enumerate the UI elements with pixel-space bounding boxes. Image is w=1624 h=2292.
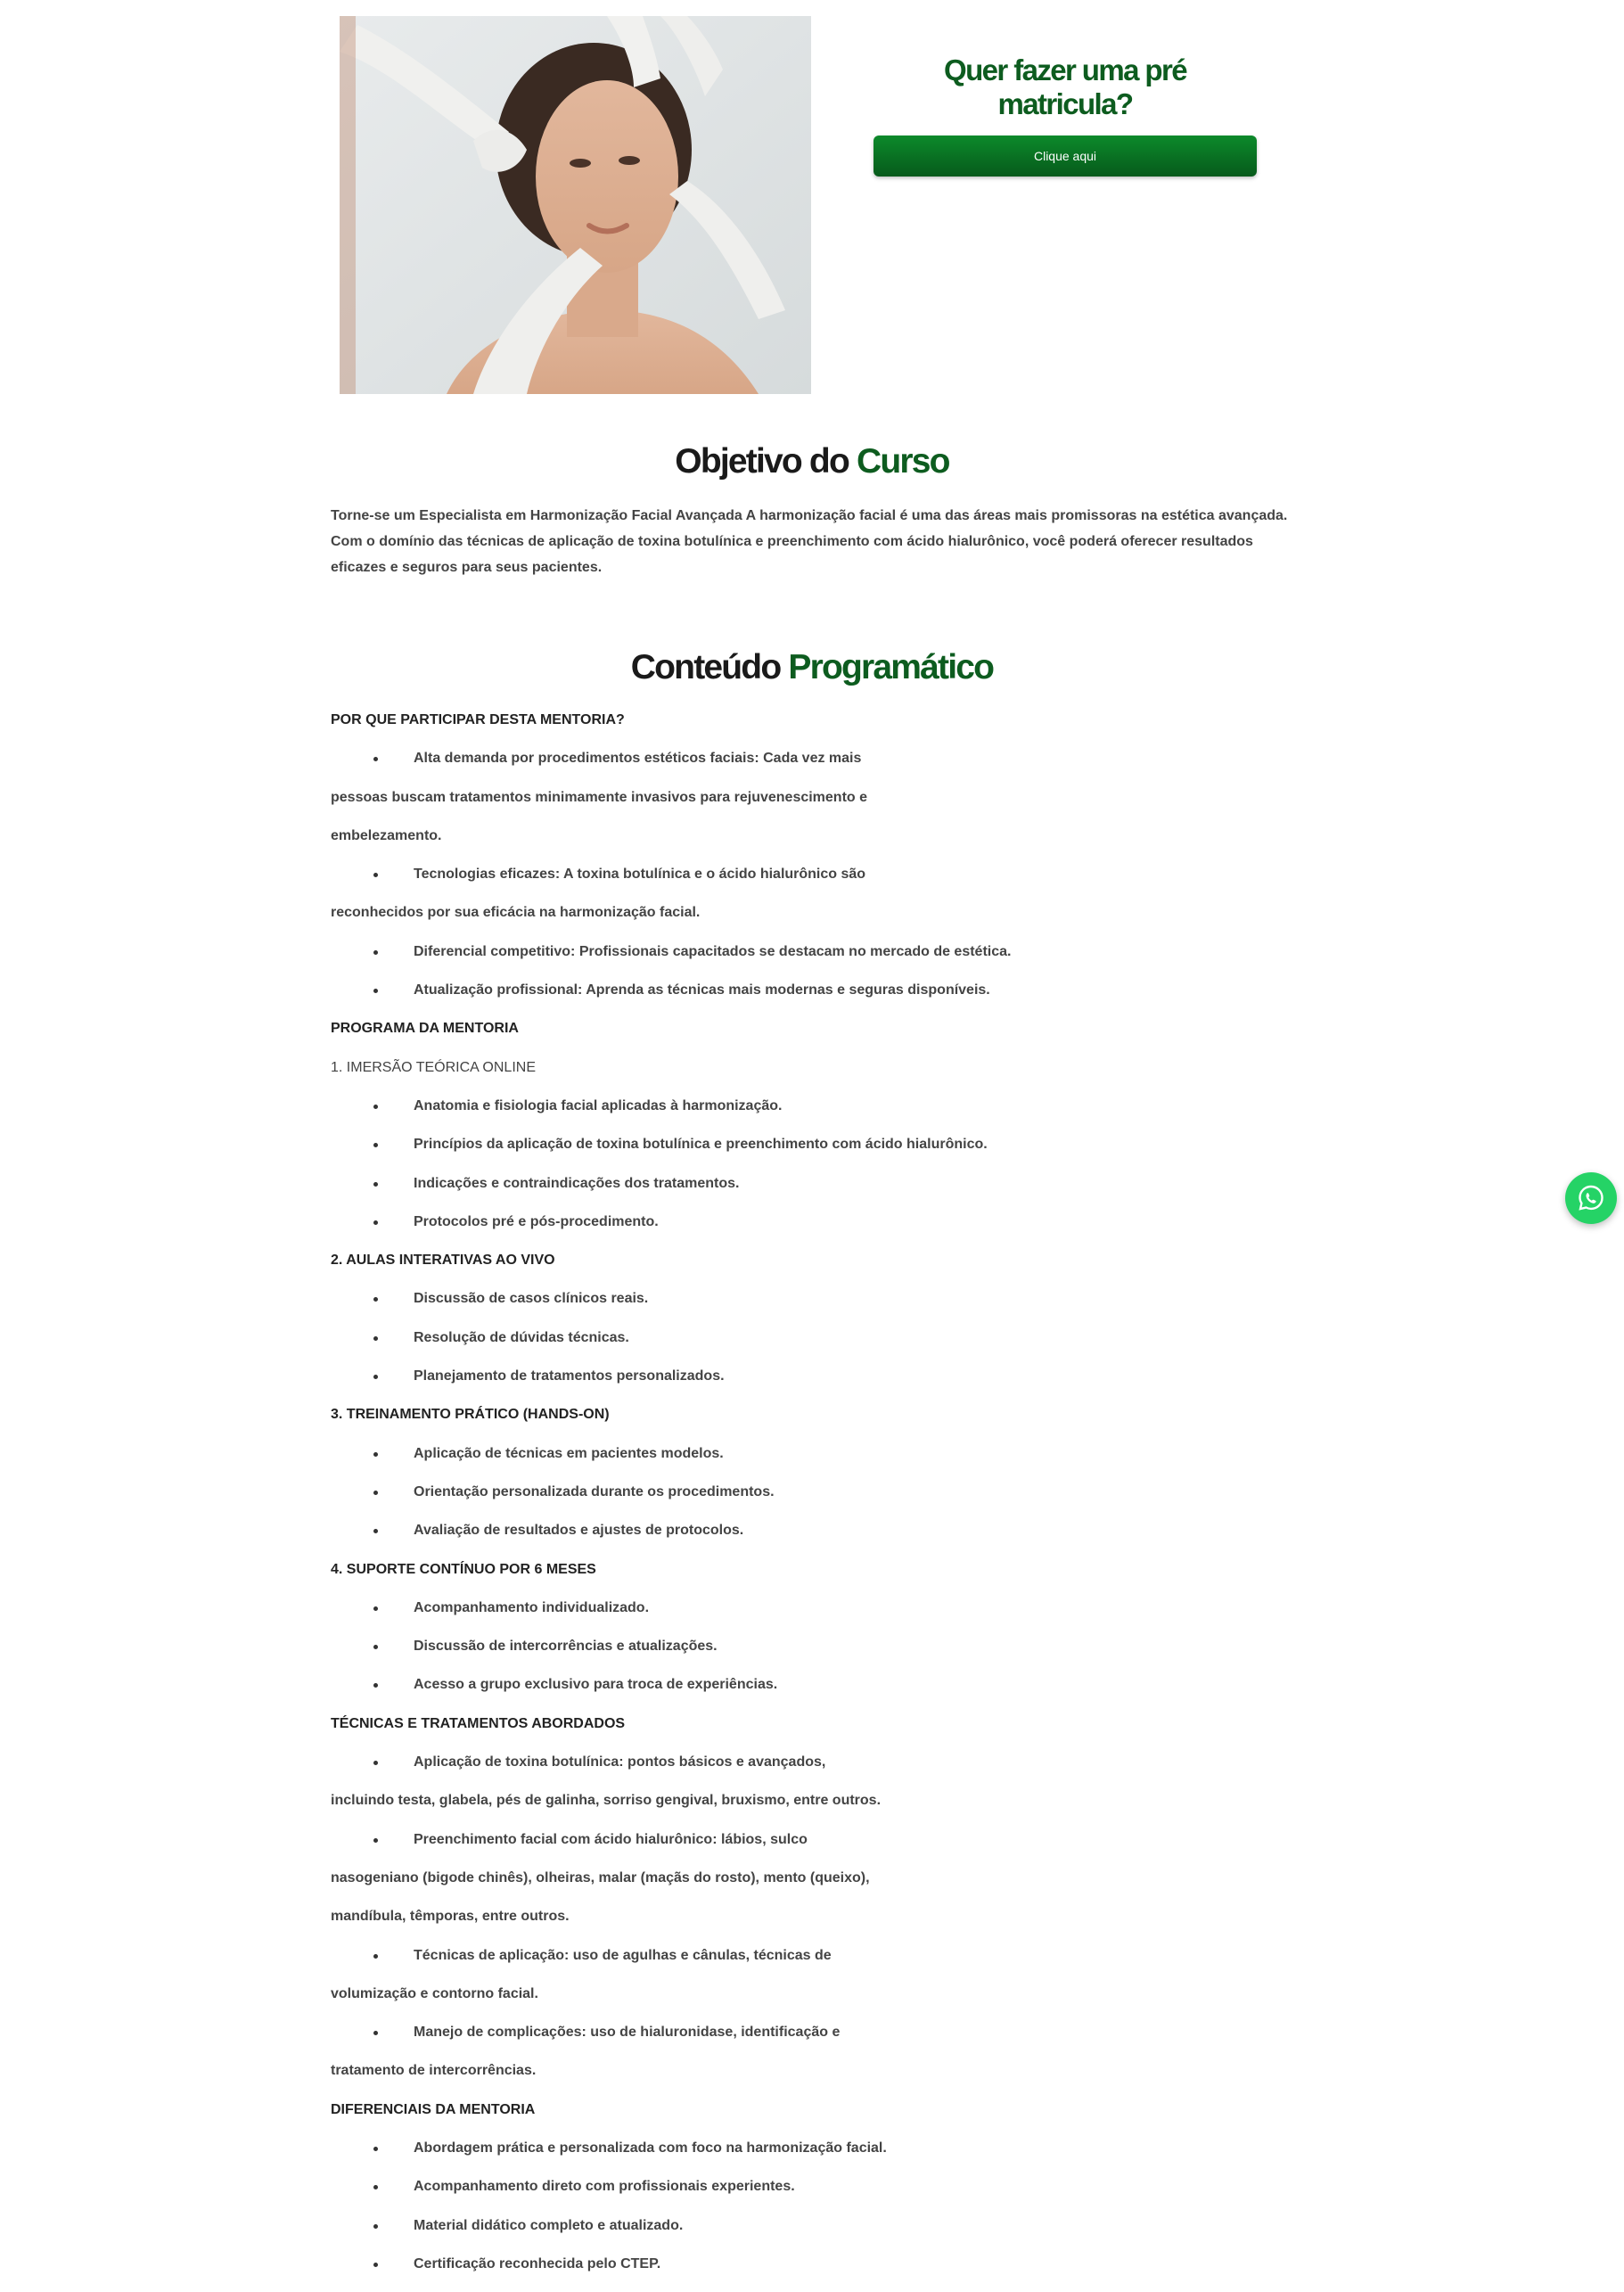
objective-title-accent: Curso: [857, 442, 949, 481]
program-bullet-item: Discussão de casos clínicos reais.: [331, 1288, 1311, 1327]
program-bullet-item: Aplicação de toxina botulínica: pontos básicos e avançados,: [331, 1752, 1311, 1790]
program-line: pessoas buscam tratamentos minimamente invasivos para rejuvenescimento e: [331, 789, 868, 805]
program-content: [331, 710, 1311, 2292]
program-bullet-item: Acompanhamento individualizado.: [331, 1598, 1311, 1636]
program-heading: 2. AULAS INTERATIVAS AO VIVO: [331, 1253, 555, 1269]
objective-text: Torne-se um Especialista em Harmonização Facial Avançada A harmonização facial é uma das áreas mais promissoras na estética avançada. Com o domínio das técnicas de aplicação de toxina botulínica e preenchimento com ácido hialurônico, você poderá oferecer resultados eficazes e seguros para seus pacientes.: [331, 508, 1288, 575]
program-bullet-item: Técnicas de aplicação: uso de agulhas e cânulas, técnicas de: [331, 1945, 1311, 1984]
cta-title: Quer fazer uma pré matricula?: [944, 53, 1186, 120]
program-bullet-item: Orientação personalizada durante os procedimentos.: [331, 1482, 1311, 1520]
program-line: incluindo testa, glabela, pés de galinha, sorriso gengival, bruxismo, entre outros.: [331, 1793, 882, 1809]
program-title: [0, 648, 1624, 687]
program-heading: 4. SUPORTE CONTÍNUO POR 6 MESES: [331, 1561, 596, 1577]
program-bullet-item: Tecnologias eficazes: A toxina botulínica e o ácido hialurônico são: [331, 864, 1311, 902]
program-line: reconhecidos por sua eficácia na harmonização facial.: [331, 905, 701, 921]
program-line: mandíbula, têmporas, entre outros.: [331, 1909, 570, 1925]
whatsapp-icon: [1577, 1184, 1605, 1212]
program-title-main: Conteúdo: [630, 648, 781, 686]
program-subheading: 1. IMERSÃO TEÓRICA ONLINE: [331, 1059, 536, 1075]
program-bullet-item: Indicações e contraindicações dos tratamentos.: [331, 1173, 1311, 1212]
program-bullet-item: Aplicação de técnicas em pacientes modelos.: [331, 1443, 1311, 1482]
program-bullet-item: Resolução de dúvidas técnicas.: [331, 1327, 1311, 1366]
whatsapp-button[interactable]: [1565, 1172, 1617, 1224]
program-bullet-item: Planejamento de tratamentos personalizados.: [331, 1366, 1311, 1404]
program-line: embelezamento.: [331, 827, 442, 843]
program-bullet-item: Anatomia e fisiologia facial aplicadas à harmonização.: [331, 1096, 1311, 1134]
program-bullet-item: Preenchimento facial com ácido hialurônico: lábios, sulco: [331, 1829, 1311, 1868]
program-bullet-item: Princípios da aplicação de toxina botulínica e preenchimento com ácido hialurônico.: [331, 1134, 1311, 1172]
program-line: volumização e contorno facial.: [331, 1985, 538, 2001]
program-bullet-item: Acompanhamento direto com profissionais experientes.: [331, 2176, 1311, 2214]
pre-enrollment-box: [874, 53, 1257, 177]
program-bullet-item: Discussão de intercorrências e atualizações.: [331, 1636, 1311, 1674]
objective-title: [0, 442, 1624, 481]
program-bullet-item: Atualização profissional: Aprenda as técnicas mais modernas e seguras disponíveis.: [331, 980, 1311, 1018]
program-title-accent: Programático: [788, 648, 994, 686]
hero-photo: [340, 16, 811, 394]
program-bullet-item: Manejo de complicações: uso de hialuronidase, identificação e: [331, 2022, 1311, 2060]
program-bullet-item: Avaliação de resultados e ajustes de protocolos.: [331, 1520, 1311, 1558]
program-heading: 3. TREINAMENTO PRÁTICO (HANDS-ON): [331, 1407, 610, 1423]
program-heading: DIFERENCIAIS DA MENTORIA: [331, 2101, 536, 2117]
program-heading: TÉCNICAS E TRATAMENTOS ABORDADOS: [331, 1715, 626, 1731]
click-here-button[interactable]: Clique aqui: [874, 136, 1257, 177]
program-heading: PROGRAMA DA MENTORIA: [331, 1021, 519, 1037]
program-line: nasogeniano (bigode chinês), olheiras, malar (maçãs do rosto), mento (queixo),: [331, 1869, 870, 1885]
program-bullet-item: Alta demanda por procedimentos estéticos faciais: Cada vez mais: [331, 748, 1311, 786]
program-bullet-item: Diferencial competitivo: Profissionais capacitados se destacam no mercado de estética.: [331, 941, 1311, 980]
program-bullet-item: Certificação reconhecida pelo CTEP.: [331, 2254, 1311, 2292]
program-bullet-item: Acesso a grupo exclusivo para troca de experiências.: [331, 1674, 1311, 1713]
program-line: tratamento de intercorrências.: [331, 2063, 537, 2079]
program-bullet-item: Material didático completo e atualizado.: [331, 2215, 1311, 2254]
program-heading: POR QUE PARTICIPAR DESTA MENTORIA?: [331, 712, 625, 727]
program-bullet-item: Abordagem prática e personalizada com foco na harmonização facial.: [331, 2138, 1311, 2176]
objective-title-main: Objetivo do: [675, 442, 849, 481]
program-bullet-item: Protocolos pré e pós-procedimento.: [331, 1212, 1311, 1250]
